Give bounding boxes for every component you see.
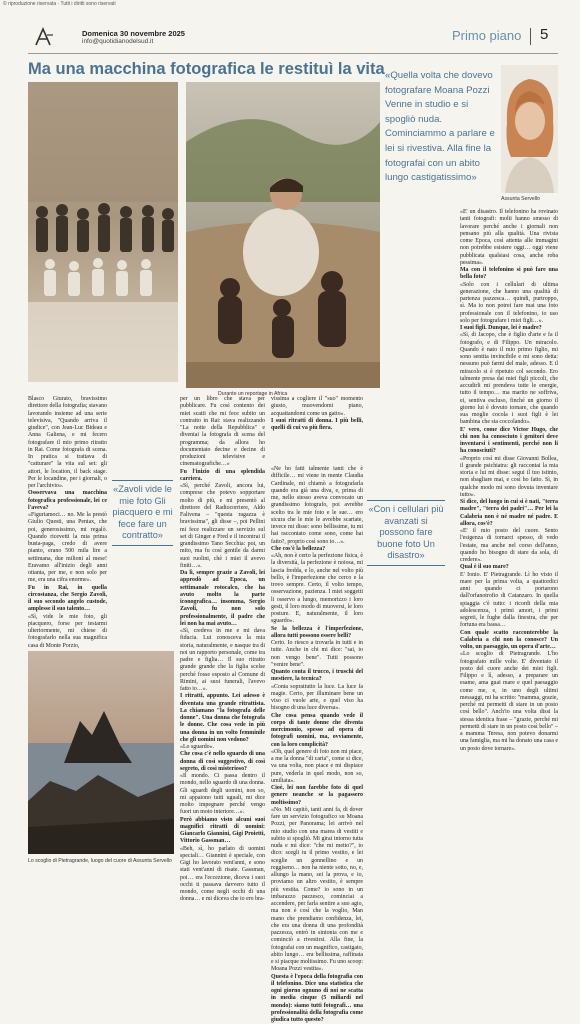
article-column-1 (28, 396, 107, 644)
interview-answer: «Beh, sì, ho parlato di uomini speciali… Giannini è speciale, con Gigi ho lavorato vent'anni, e sono stati vent'anni di risate. Gassman, poi… era l'eccezione, diceva i suoi occhi ti passava davvero tutto il mondo, come negli occhi di una donna… e mi diceva che io ero bra- (180, 846, 265, 904)
orphanage-group-photo (28, 82, 178, 382)
interview-question: Però abbiamo visto alcuni suoi magnifici ritratti di uomini: Giancarlo Giannini, Gigi Proietti, Vittorio Gassman… (180, 817, 265, 846)
left-pullquote: «Zavoli vide le mie foto Gli piacquero e mi fece fare un contratto» (112, 480, 173, 546)
interview-question: Quanto conta il trucco, i truschi del mestiere, la tecnica? (271, 669, 363, 684)
interview-answer: Certo. Io riesco a trovarla in tutti e in tutte. Anche in chi mi dice: "sai, io non vengo bene". Tutti possono "venire bene". (271, 640, 363, 669)
africa-caption: Durante un reportage in Africa (218, 391, 287, 397)
interview-answer: «Il mondo. Ci passa dentro il mondo, nello sguardo di una donna. Gli sguardi degli uomini, non so, mi appaiono tutti uguali, mi dice molto impegnare perché vengo fuori un moto interiore…». (180, 773, 265, 817)
interview-answer: «Sì, vide le mie foto, gli piacquero, forse per testarmi ulteriormente, mi chiese di fotografarlo nella sua magnifica casa di Monte Porzio, (28, 614, 107, 650)
interview-answer: «Sì, credeva in me e mi dava fiducia. Lui conosceva la mia storia, naturalmente, e nasque tra di noi un rapporto personale, come tra padre e figlia… Il suo ritratto grande grande che la figlia scelse perché fosse esposto al Comune di Rimini, ai suoi funerali, l'avevo fatto io…». (180, 628, 265, 693)
interview-answer: «Ah, non è certo la perfezione fisica, è la diversità, la perfezione è noiosa, mi lascia fredda, e lo, anche nel volto più bello, è l'imperfezione che cerco e la trovo sempre. Certo, il volto tempo, osservazione, pazienza. I miei soggetti li osservo a lungo, memorizzo i loro gesti, il loro modo di muoversi, le loro posture. E, naturalmente, il loro sguardo». (271, 553, 363, 626)
interview-answer: «Lo scoglio di Pietragrande. L'ho fotografato mille volte. E' diventato il posto del cuore anche dei miei figli. Filippo e lì, adesso, a preparare un esame, ama guai mare e quel paesaggio come me, e, in uno degli ultimi messaggi, mi ha scritto: "mamma, grazie, perché mi permetti di stare in un posto così bello". Anch'io una volta dissi la stessa identica frase – "grazie, perché mi permetti di stare in un posto così bello" – a mamma Teresa, non potevo donarmi una famiglia, ma mi ha donato una casa e un posto dove tornare». (460, 651, 558, 753)
interview-question: Che cos'è la bellezza? (271, 546, 363, 553)
interview-question: Con quale scatto racconterebbe la Calabria a chi non la conosce? Un volto, un paesaggio, un opera d'arte… (460, 630, 558, 652)
right-pullquote: «Con i cellulari più avanzati si possono fare buone foto Un disastro» (367, 500, 445, 566)
assunta-servello-portrait (501, 65, 558, 193)
interview-answer: «Conta soprattutto la luce. La luce fa magie. Certo, per illuminare bene un viso ci vuole arte, e quel viso ha bisogno di una luce diversa». (271, 684, 363, 713)
interview-question: I suoi figli. Dunque, lei è madre? (460, 325, 558, 332)
article-column-3-cont (271, 466, 363, 866)
header-separator (530, 28, 531, 45)
interview-answer: vissima a cogliere il "suo" momento giusto, muovendomi piano, acquattandomi come un gatto». (271, 396, 363, 418)
main-pullquote: «Quella volta che dovevo fotografare Moana Pozzi Venne in studio e si spogliò nuda. Cominciammo a parlare e lei si rivestiva. Alla fine la fotografai con un abito lungo castigatissimo» (385, 69, 497, 186)
interview-answer: «Figuriamoci… no. Me la prestò Giulio Questi, una Pentax, che poi, generosissimo, mi regalò. Quando ricevetti la mia prima busta-paga, credo di avere pianto, erano 500 mila lire a settimana, due milioni al mese! Eravamo all'inizio degli anni ottanta, per me, e non solo per me, era una cifra enorme». (28, 512, 107, 585)
interview-answer: «Proprio così mi disse Giovanni Bollea, il grande psichiatra: gli raccontai la mia storia e lui mi disse: segui il tuo istinto, non sbagliare mai, e così ho fatto. Sì, in qualche modo mi sono dovuta inventare tutto». (460, 456, 558, 500)
interview-question: Se la bellezza è l'imperfezione, allora tutti possono essere belli? (271, 626, 363, 641)
interview-question: Cioè, lei non farebbe foto di quel genere neanche se la pagassero moltissimo? (271, 785, 363, 807)
copyright-note: © riproduzione riservata · Tutti i diritti sono riservati (3, 1, 116, 7)
section-name: Primo piano (452, 28, 521, 43)
interview-answer: «Lo sguardo». (180, 744, 265, 751)
interview-answer: «Sì, di Jacopo, che è figlio d'arte e fa il fotografo, e di Filippo. Un miracolo. Quando è nato il mio primo figlio, mi sono sentita invincibile e mi sono detta: nessuno può farmi del male, adesso. E il miracolo si è ripetuto col secondo. Ero talmente presa dai miei figli piccoli, che accudirli mi prendeva tutte le energie, tutto il tempo… ma marito ne soffriva, ei, sentiva escluso, finché un giorno il giorno lui è dovuto tornare, che quando sua moglie cocola i suoi figli è lei bambina che sta coccolando». (460, 332, 558, 426)
interview-answer: «E' il mio posto del cuore. Sento l'esigenza di tornarci spesso, di vedo l'estate, ma anche nel corso dell'anno, quando ho bisogno di stare da sola, di credere». (460, 528, 558, 564)
interview-answer: «Ne ho fatti talmente tanti che è difficile… mi viene in mente Claudia Cardinale, mi chiamò a fotografarla quando era già una diva, e, prima di me, nello stesso aveva convocato un grandissimo fotografo, poi avrebbe scelto tra le mie foto e le sue… ero sicura che le mie le avrebbe scartate, invece mi disse: sono bellissime, tu mi hai raccontato come sono, come hai fatto?, proprio così sono io…». (271, 466, 363, 546)
interview-question: Fu l'inizio di una splendida carriera. (180, 469, 265, 484)
article-column-3 (271, 396, 363, 462)
page-title: Ma una macchina fotografica le restituì la vita (28, 60, 448, 78)
header-rule (28, 53, 558, 54)
interview-question: I suoi ritratti di donna. I più belli, quelli di cui va più fiera. (271, 418, 363, 433)
interview-answer: «Sì, perché Zavoli, ancora lui, comprese che potevo sopportare molto di più, e mi presentò al direttore del Radiocorriere, Aldo Falivena – "questa ragazza è bravissima", gli disse –, poi Pellini mi fece realizzare un servizio sul set di Ginger e Fred e il incontrai il grandissimo Tano Secchia: poi, un mito, ma fu così gentile da darmi suoi ruolini, chè i miei il avevo finiti…». (180, 483, 265, 570)
issue-date: Domenica 30 novembre 2025 (82, 29, 185, 38)
interview-question: Qual è il suo mare? (460, 564, 558, 571)
interview-answer: «No. Mi capitò, tanti anni fa, di dover fare un servizio fotografico su Moana Pozzi, per Panorama; lei arrivò nel mio studio con una marea di vestiti e subito si spogliò. Mi girai intorno tutta nuda e mi dice: "che mi metto?", io dico: scegli tu il primo vestito, e lei sceglie un gonnellino e un reggiseno… non ha niente sotto, no, e, allungo la mano, sei la prova, e io, proviamo un altro vestito, è sempre più vestita. Come? io sono in un imbarazzo pazzesco, cominciai a accendere, per farla sentire a suo agio, ma non è così che la voglio, Man mano che prendiamo confidenza, lei, che era una donna di una profondità pazzesca, entrò in sintonia con me e cominciò a rivestirsi. Alla fine, la fotografai con un magnifico, castigato, abito lungo… era bellissima, raffinata e si piacque moltissimo. Fu uno scoop: Moana Pozzi vestita». (271, 807, 363, 974)
sea-caption: Lo scoglio di Pietragrande, luogo del cuore di Assunta Servello (28, 858, 172, 864)
interview-question: Ma con il telefonino si può fare una bella foto? (460, 267, 558, 282)
interview-answer: «Solo con i cellulari di ultima generazione, che hanno una qualità di partenza pazzesca… quindi, purtroppo, sì. Ma io non potrei fare mai una foto professionale con il telefonino, io uso solo per fotografare i miei figli…». (460, 282, 558, 326)
page-number: 5 (540, 26, 548, 43)
interview-question: I ritratti, appunto. Lei adesso è diventata una grande ritrattista. La chiamano "la fotografa delle donne". Una donna che fotografa le donne. Che cosa vede in più una donna in un volto femminile che gli uomini non vedono? (180, 693, 265, 744)
interview-answer: «Oh, quel genere di foto non mi piace, a me la donna "di carta", come si dice, va una volta, non piace e mi dispiace pure, vederla in quel modo, non so, umiliata». (271, 749, 363, 785)
contact-email[interactable]: info@quotidianodelsud.it (82, 38, 153, 45)
pietragrande-sea-photo (28, 651, 174, 854)
interview-question: Fu in Rai, in quella circostanza, che Sergio Zavoli, il suo secondo angelo custode, amplesse il suo talento… (28, 585, 107, 614)
page-header (28, 26, 558, 50)
interview-question: Che cosa pensa quando vede il corpo di tante donne che diventa mercimonio, spesso ad opera di fotografi uomini, ma, ovviamente, con la loro complicità? (271, 713, 363, 749)
interview-question: Si dice, del luogo in cui si è nati, "terra madre", "terra dei padri"… Per lei la Calabria non è né madre né padre. E allora, cos'è? (460, 499, 558, 528)
interview-answer: E' Ionio. E' Pietragrande. Lì ho visto il mare per la prima volta, a quattordici anni quando ci portarono dall'orfanotrofio di Catanzaro. In quella spiaggia c'è tutto: i ricordi della mia adolescenza, i primi amori, i primi segreti, le fughe dalla finestra, che per fortuna era bassa… (460, 572, 558, 630)
interview-answer: «E' un disastro. Il telefonino ha rovinato tanti fotografi: molti hanno smesso di lavorare perché anche i giornali non pensano più alla qualità. Una rivista come Epoca, così attenta alle immagini non potrebbe esistere oggi… oggi viene pubblicata qualsiasi cosa, anche roba pessima». (460, 209, 558, 267)
article-column-4 (460, 209, 558, 866)
article-column-2 (180, 396, 265, 802)
portrait-caption: Assunta Servello (501, 196, 540, 202)
interview-question: Da lì, sempre grazie a Zavoli, lei approdò ad Epoca, un settimanale rotocalco, che ha avuto molto la parte iconografica… insomma, Sergio Zavoli, fu non solo professionalmente, il padre che lei non ha mai avuto… (180, 570, 265, 628)
interview-answer: per un libro che stava per pubblicare. Fu così contento dei miei scatti che mi fece subito un contratto in Rai: stava realizzando "La notte della Repubblica" e diventai la fotografa di scena del programma; da allora ho documentato decine e decine di produzioni televisive e cinematografiche…» (180, 396, 265, 469)
interview-question: E' vero, come dice Victor Hugo, che chi non ha conosciuto i genitori deve inventarsi i sentimenti, perché non li ha conosciuti? (460, 427, 558, 456)
newspaper-logo-icon (33, 26, 55, 48)
interview-question: Ossservava una macchina fotografica professionale, lei ce l'aveva? (28, 490, 107, 512)
interview-answer: Blasco Giurato, bravissimo direttore della fotografia; stavano lavorando insieme ad una serie televisiva, "Quando arriva il giudice", con Jean-Luc Bideau e Anna Galiena, e mi fecero fotografare il mio primo ritratto in Rai. Come fotografa di scena. In pratica si trattava di "catturare" la vita sul set: gli attori, le location, il back stage. Per le locandine, per i giornali, o per l'archivio». (28, 396, 107, 490)
interview-question: Che cosa c'è nello sguardo di una donna di così suggestivo, di così segreto, di così misterioso? (180, 751, 265, 773)
interview-question: Questa è l'epoca della fotografia con il telefonino. Dice una statistica che ogni giorno ognuno di noi ne scatta in media cinque (5 miliardi nel mondo): siamo tutti fotografi… una professionalità della fotografia come giudica tutto questo? (271, 974, 363, 1024)
africa-reportage-photo (186, 82, 380, 388)
